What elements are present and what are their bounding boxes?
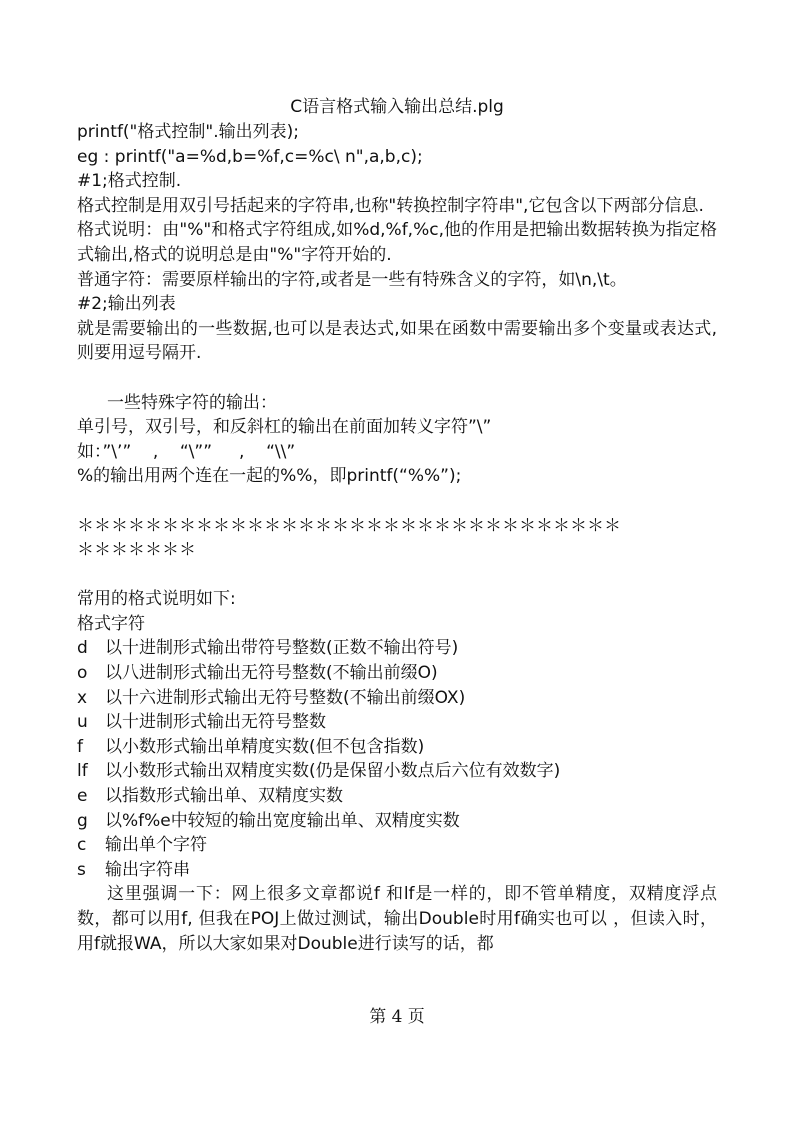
document-title: C语言格式输入输出总结.plg	[290, 97, 504, 117]
escape-example-line: 如：”\’” , “\”” , “\\”	[77, 441, 296, 462]
format-desc: 以十进制形式输出带符号整数(正数不输出符号)	[105, 638, 459, 659]
format-row	[77, 710, 717, 735]
format-row	[77, 784, 717, 809]
format-desc: 以八进制形式输出无符号整数(不输出前缀O)	[105, 663, 438, 684]
escape-rule-line: 单引号，双引号，和反斜杠的输出在前面加转义字符”\”	[77, 417, 492, 438]
format-code: g	[77, 810, 88, 831]
printf-example-line: eg : printf("a=%d,b=%f,c=%c\ n",a,b,c);	[77, 146, 423, 167]
output-list-paragraph: 就是需要输出的一些数据,也可以是表达式,如果在函数中需要输出多个变量或表达式,则要用逗号隔开.	[77, 318, 717, 364]
format-desc: 以十进制形式输出无符号整数	[105, 712, 326, 733]
format-control-paragraph: 格式控制是用双引号括起来的字符串,也称"转换控制字符串",它包含以下两部分信息.	[77, 195, 704, 216]
format-row	[77, 858, 717, 883]
format-desc: 以指数形式输出单、双精度实数	[105, 786, 343, 807]
lf-note-paragraph: 这里强调一下：网上很多文章都说f 和lf是一样的，即不管单精度，双精度浮点数，都可以用f, 但我在POJ上做过测试，输出Double时用f确实也可以 ，但读入时，用f就报WA，所以大家如果对Double进行读写的话，都	[77, 884, 717, 954]
format-desc: 以%f%e中较短的输出宽度输出单、双精度实数	[105, 810, 460, 831]
format-code: d	[77, 638, 88, 659]
format-table	[77, 636, 717, 882]
format-desc: 以小数形式输出双精度实数(仍是保留小数点后六位有效数字)	[105, 761, 561, 782]
format-row	[77, 735, 717, 760]
printf-syntax-line: printf("格式控制".输出列表);	[77, 122, 299, 142]
formats-heading: 常用的格式说明如下:	[77, 589, 236, 610]
format-row	[77, 636, 717, 661]
format-code: f	[77, 736, 83, 757]
star-divider-line-1: ＊＊＊＊＊＊＊＊＊＊＊＊＊＊＊＊＊＊＊＊＊＊＊＊＊＊＊＊＊＊＊＊	[77, 515, 621, 536]
format-code: lf	[77, 761, 88, 782]
formats-subheading: 格式字符	[77, 613, 145, 634]
spacer	[77, 563, 717, 588]
spacer	[77, 489, 717, 514]
format-code: s	[77, 859, 86, 880]
format-desc: 以十六进制形式输出无符号整数(不输出前缀OX)	[105, 687, 466, 708]
format-row	[77, 809, 717, 834]
format-desc: 以小数形式输出单精度实数(但不包含指数)	[105, 736, 425, 757]
format-row	[77, 661, 717, 686]
percent-output-line: %的输出用两个连在一起的%%，即printf(“%%”);	[77, 466, 462, 487]
format-row	[77, 833, 717, 858]
format-code: e	[77, 786, 88, 807]
format-desc: 输出单个字符	[105, 835, 207, 856]
format-spec-paragraph: 格式说明：由"%"和格式字符组成,如%d,%f,%c,他的作用是把输出数据转换为指定格式输出,格式的说明总是由"%"字符开始的.	[77, 220, 717, 265]
format-code: x	[77, 687, 88, 708]
special-chars-heading: 一些特殊字符的输出：	[107, 392, 277, 413]
ordinary-char-line: 普通字符：需要原样输出的字符,或者是一些有特殊含义的字符，如\n,\t。	[77, 269, 627, 290]
document-body	[77, 120, 717, 956]
star-divider-line-2: ＊＊＊＊＊＊＊	[77, 540, 196, 561]
format-row	[77, 759, 717, 784]
format-code: u	[77, 712, 88, 733]
format-code: o	[77, 663, 88, 684]
page-number: 第 4 页	[369, 1007, 425, 1027]
section-2-heading: #2;输出列表	[77, 294, 176, 315]
format-row	[77, 686, 717, 711]
spacer	[77, 366, 717, 391]
section-1-heading: #1;格式控制.	[77, 171, 182, 192]
format-code: c	[77, 835, 87, 856]
format-desc: 输出字符串	[105, 859, 190, 880]
